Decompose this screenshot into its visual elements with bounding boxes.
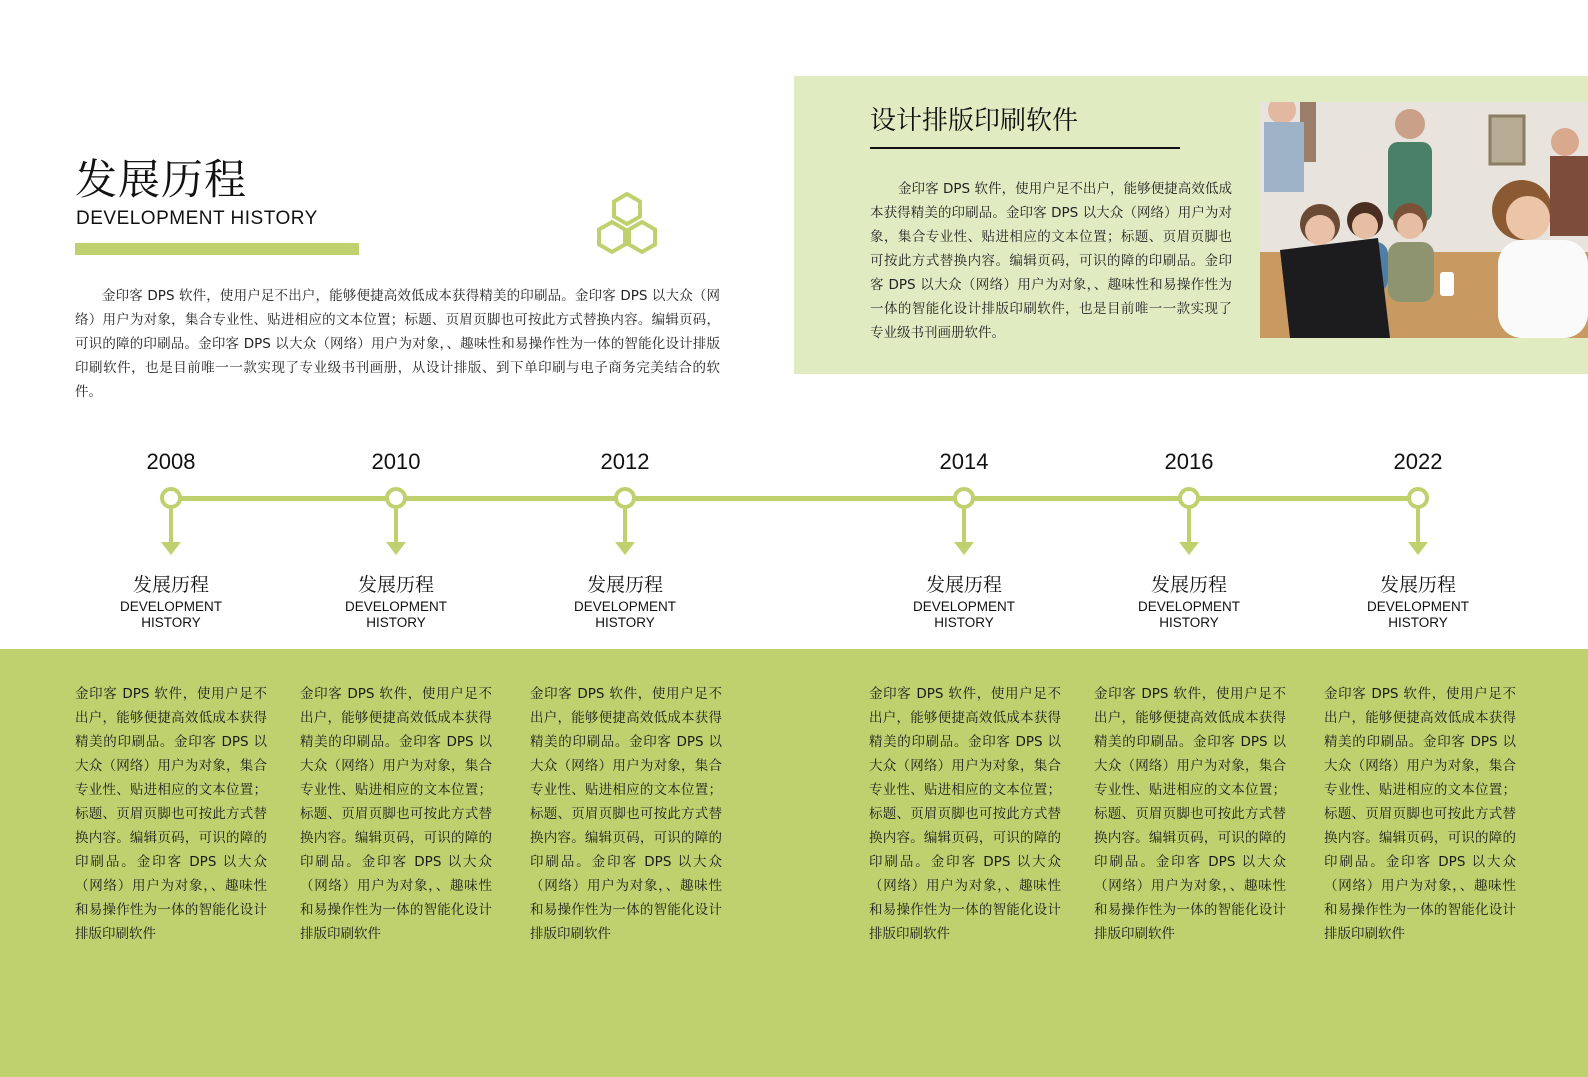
- timeline-year: 2014: [939, 449, 989, 474]
- timeline-node-2014: [884, 448, 1044, 630]
- arrow-down-icon: [954, 542, 974, 555]
- panel-title-underline: [870, 147, 1180, 149]
- panel-title: 设计排版印刷软件: [870, 106, 1079, 136]
- arrow-down-icon: [1408, 542, 1428, 555]
- title-underline-bar: [75, 243, 359, 255]
- timeline-dot: [953, 487, 975, 509]
- arrow-down-icon: [1179, 542, 1199, 555]
- arrow-stem: [623, 509, 627, 543]
- timeline-description: 金印客 DPS 软件，使用户足不出户，能够便捷高效低成本获得精美的印刷品。金印客 DPS 以大众（网络）用户为对象，集合专业性、贴进相应的文本位置；标题、页眉页脚也可按此方式替换内容。编辑页码，可识的障的印刷品。金印客 DPS 以大众（网络）用户为对象，、趣味性和易操作性为一体的智能化设计排版印刷软件: [1094, 686, 1286, 942]
- arrow-stem: [1187, 509, 1191, 543]
- timeline-label-en: DEVELOPMENT HISTORY: [912, 599, 1016, 630]
- page-subtitle: DEVELOPMENT HISTORY: [76, 208, 318, 229]
- timeline-description: 金印客 DPS 软件，使用户足不出户，能够便捷高效低成本获得精美的印刷品。金印客 DPS 以大众（网络）用户为对象，集合专业性、贴进相应的文本位置；标题、页眉页脚也可按此方式替换内容。编辑页码，可识的障的印刷品。金印客 DPS 以大众（网络）用户为对象，、趣味性和易操作性为一体的智能化设计排版印刷软件: [75, 686, 267, 942]
- timeline-dot: [160, 487, 182, 509]
- timeline-dot: [1178, 487, 1200, 509]
- page-title: 发展历程: [75, 155, 248, 204]
- arrow-stem: [394, 509, 398, 543]
- timeline-year: 2010: [371, 449, 421, 474]
- timeline-label-cn: 发展历程: [357, 574, 434, 596]
- timeline-line: [170, 496, 1420, 501]
- arrow-stem: [1416, 509, 1420, 543]
- timeline-label-en: DEVELOPMENT HISTORY: [1366, 599, 1470, 630]
- hexagon-cluster-icon: [594, 192, 660, 256]
- arrow-stem: [169, 509, 173, 543]
- timeline-dot: [385, 487, 407, 509]
- arrow-down-icon: [615, 542, 635, 555]
- timeline-description: 金印客 DPS 软件，使用户足不出户，能够便捷高效低成本获得精美的印刷品。金印客 DPS 以大众（网络）用户为对象，集合专业性、贴进相应的文本位置；标题、页眉页脚也可按此方式替换内容。编辑页码，可识的障的印刷品。金印客 DPS 以大众（网络）用户为对象，、趣味性和易操作性为一体的智能化设计排版印刷软件: [300, 686, 492, 942]
- timeline-year: 2008: [146, 449, 196, 474]
- timeline-node-2022: [1338, 448, 1498, 630]
- timeline-label-cn: 发展历程: [925, 574, 1002, 596]
- timeline-label-en: DEVELOPMENT HISTORY: [573, 599, 677, 630]
- timeline-label-cn: 发展历程: [1379, 574, 1456, 596]
- timeline-node-2008: [91, 448, 251, 630]
- timeline-dot: [614, 487, 636, 509]
- intro-paragraph: 金印客 DPS 软件，使用户足不出户，能够便捷高效低成本获得精美的印刷品。金印客 DPS 以大众（网络）用户为对象，集合专业性、贴进相应的文本位置；标题、页眉页脚也可按此方式替换内容。编辑页码，可识的障的印刷品。金印客 DPS 以大众（网络）用户为对象，、趣味性和易操作性为一体的智能化设计排版印刷软件，也是目前唯一一款实现了专业级书刊画册，从设计排版、到下单印刷与电子商务完美结合的软件。: [75, 288, 720, 400]
- timeline-dot: [1407, 487, 1429, 509]
- arrow-down-icon: [161, 542, 181, 555]
- arrow-down-icon: [386, 542, 406, 555]
- panel-paragraph: 金印客 DPS 软件，使用户足不出户，能够便捷高效低成本获得精美的印刷品。金印客 DPS 以大众（网络）用户为对象，集合专业性、贴进相应的文本位置；标题、页眉页脚也可按此方式替换内容。编辑页码，可识的障的印刷品。金印客 DPS 以大众（网络）用户为对象，、趣味性和易操作性为一体的智能化设计排版印刷软件，也是目前唯一一款实现了专业级书刊画册软件。: [870, 181, 1232, 341]
- timeline-description: 金印客 DPS 软件，使用户足不出户，能够便捷高效低成本获得精美的印刷品。金印客 DPS 以大众（网络）用户为对象，集合专业性、贴进相应的文本位置；标题、页眉页脚也可按此方式替换内容。编辑页码，可识的障的印刷品。金印客 DPS 以大众（网络）用户为对象，、趣味性和易操作性为一体的智能化设计排版印刷软件: [869, 686, 1061, 942]
- timeline-node-2010: [316, 448, 476, 630]
- timeline-label-cn: 发展历程: [132, 574, 209, 596]
- timeline-label-cn: 发展历程: [1150, 574, 1227, 596]
- timeline-label-en: DEVELOPMENT HISTORY: [344, 599, 448, 630]
- group-photo-icon: [1260, 102, 1588, 338]
- timeline-label-en: DEVELOPMENT HISTORY: [1137, 599, 1241, 630]
- timeline-description: 金印客 DPS 软件，使用户足不出户，能够便捷高效低成本获得精美的印刷品。金印客 DPS 以大众（网络）用户为对象，集合专业性、贴进相应的文本位置；标题、页眉页脚也可按此方式替换内容。编辑页码，可识的障的印刷品。金印客 DPS 以大众（网络）用户为对象，、趣味性和易操作性为一体的智能化设计排版印刷软件: [530, 686, 722, 942]
- timeline-label-cn: 发展历程: [586, 574, 663, 596]
- timeline-description: 金印客 DPS 软件，使用户足不出户，能够便捷高效低成本获得精美的印刷品。金印客 DPS 以大众（网络）用户为对象，集合专业性、贴进相应的文本位置；标题、页眉页脚也可按此方式替换内容。编辑页码，可识的障的印刷品。金印客 DPS 以大众（网络）用户为对象，、趣味性和易操作性为一体的智能化设计排版印刷软件: [1324, 686, 1516, 942]
- timeline-label-en: DEVELOPMENT HISTORY: [119, 599, 223, 630]
- timeline-year: 2016: [1164, 449, 1214, 474]
- timeline-node-2012: [545, 448, 705, 630]
- timeline-year: 2012: [600, 449, 650, 474]
- timeline-year: 2022: [1393, 449, 1443, 474]
- arrow-stem: [962, 509, 966, 543]
- timeline-node-2016: [1109, 448, 1269, 630]
